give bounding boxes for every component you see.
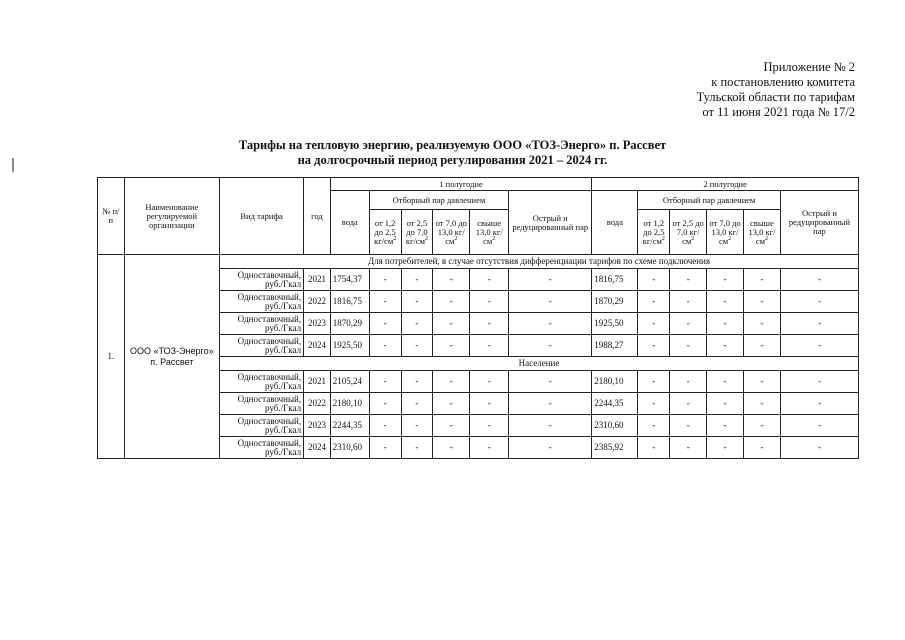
dash-cell: -: [369, 291, 401, 313]
water-h1-cell: 2105,24: [330, 371, 369, 393]
header-p4-h2-sup: 2: [765, 235, 769, 242]
water-h1-cell: 1870,29: [330, 313, 369, 335]
dash-cell: -: [638, 291, 670, 313]
tariff-type-cell: Одноставочный, руб./Гкал: [220, 335, 304, 357]
dash-cell: -: [433, 313, 470, 335]
dash-cell: -: [670, 437, 707, 459]
dash-cell: -: [638, 335, 670, 357]
year-cell: 2022: [304, 393, 331, 415]
header-p2-h2: [670, 210, 707, 255]
dash-cell: -: [780, 335, 858, 357]
dash-cell: -: [433, 269, 470, 291]
water-h2-cell: 2180,10: [592, 371, 638, 393]
dash-cell: -: [369, 393, 401, 415]
dash-cell: -: [638, 437, 670, 459]
dash-cell: -: [638, 269, 670, 291]
header-p4-h2-text: свыше 13,0 кг/см: [748, 217, 776, 246]
dash-cell: -: [744, 393, 781, 415]
dash-cell: -: [638, 393, 670, 415]
header-p2-h1-sup: 2: [424, 235, 428, 242]
dash-cell: -: [707, 335, 744, 357]
header-p4-h1: [470, 210, 509, 255]
dash-cell: -: [509, 371, 592, 393]
header-p2-h1: [401, 210, 433, 255]
dash-cell: -: [401, 393, 433, 415]
header-org: Наименование регулируемой организации: [124, 178, 219, 255]
section-title: Для потребителей, в случае отсутствия дифференциации тарифов по схеме подключения: [220, 255, 859, 269]
dash-cell: -: [744, 437, 781, 459]
header-num: № п/п: [98, 178, 125, 255]
header-p3-h1-text: от 7,0 до 13,0 кг/см: [435, 217, 467, 246]
appendix-line-4: от 11 июня 2021 года № 17/2: [702, 105, 855, 119]
dash-cell: -: [369, 415, 401, 437]
header-p1-h2-sup: 2: [661, 235, 665, 242]
dash-cell: -: [433, 415, 470, 437]
dash-cell: -: [707, 269, 744, 291]
dash-cell: -: [509, 415, 592, 437]
dash-cell: -: [470, 415, 509, 437]
dash-cell: -: [509, 291, 592, 313]
dash-cell: -: [780, 437, 858, 459]
dash-cell: -: [780, 393, 858, 415]
water-h1-cell: 1754,37: [330, 269, 369, 291]
row-number: 1.: [98, 255, 125, 459]
dash-cell: -: [401, 335, 433, 357]
document-title: [0, 138, 905, 168]
header-tariff-type: Вид тарифа: [220, 178, 304, 255]
header-p3-h2: [707, 210, 744, 255]
tariff-type-cell: Одноставочный, руб./Гкал: [220, 291, 304, 313]
title-line-1: Тарифы на тепловую энергию, реализуемую ООО «ТОЗ-Энерго» п. Рассвет: [238, 138, 667, 152]
dash-cell: -: [401, 415, 433, 437]
water-h2-cell: 2244,35: [592, 393, 638, 415]
dash-cell: -: [401, 371, 433, 393]
dash-cell: -: [433, 371, 470, 393]
header-p3-h1-sup: 2: [454, 235, 458, 242]
water-h2-cell: 2310,60: [592, 415, 638, 437]
tariff-type-cell: Одноставочный, руб./Гкал: [220, 313, 304, 335]
header-p1-h1: [369, 210, 401, 255]
header-sharp-h1: Острый и редуцированный пар: [509, 191, 592, 255]
tariff-type-cell: Одноставочный, руб./Гкал: [220, 415, 304, 437]
dash-cell: -: [780, 269, 858, 291]
dash-cell: -: [744, 371, 781, 393]
dash-cell: -: [470, 335, 509, 357]
dash-cell: -: [670, 415, 707, 437]
dash-cell: -: [707, 437, 744, 459]
water-h2-cell: 1870,29: [592, 291, 638, 313]
header-p1-h2-text: от 1,2 до 2,5 кг/см: [642, 217, 665, 246]
dash-cell: -: [707, 393, 744, 415]
header-water-h2: вода: [592, 191, 638, 255]
tariff-table-body: [98, 178, 859, 459]
appendix-line-2: к постановлению комитета: [711, 75, 855, 89]
header-p1-h2: [638, 210, 670, 255]
dash-cell: -: [369, 335, 401, 357]
dash-cell: -: [369, 371, 401, 393]
dash-cell: -: [638, 313, 670, 335]
dash-cell: -: [670, 291, 707, 313]
dash-cell: -: [707, 313, 744, 335]
header-half-1: 1 полугодие: [330, 178, 591, 191]
header-year: год: [304, 178, 331, 255]
dash-cell: -: [401, 437, 433, 459]
header-p4-h1-text: свыше 13,0 кг/см: [475, 217, 503, 246]
dash-cell: -: [509, 335, 592, 357]
appendix-line-1: Приложение № 2: [763, 60, 855, 74]
header-p1-h1-text: от 1,2 до 2,5 кг/см: [374, 217, 396, 246]
year-cell: 2024: [304, 335, 331, 357]
header-p1-h1-sup: 2: [393, 235, 397, 242]
dash-cell: -: [744, 313, 781, 335]
header-p4-h1-sup: 2: [492, 235, 496, 242]
header-steam-h2: Отборный пар давлением: [638, 191, 781, 210]
organization-name: ООО «ТОЗ-Энерго» п. Рассвет: [124, 255, 219, 459]
dash-cell: -: [369, 269, 401, 291]
header-p2-h2-sup: 2: [691, 235, 695, 242]
dash-cell: -: [670, 269, 707, 291]
tariff-type-cell: Одноставочный, руб./Гкал: [220, 393, 304, 415]
water-h2-cell: 1925,50: [592, 313, 638, 335]
dash-cell: -: [707, 415, 744, 437]
year-cell: 2021: [304, 371, 331, 393]
header-steam-h1: Отборный пар давлением: [369, 191, 508, 210]
year-cell: 2021: [304, 269, 331, 291]
dash-cell: -: [670, 371, 707, 393]
dash-cell: -: [744, 415, 781, 437]
dash-cell: -: [780, 415, 858, 437]
appendix-header: [697, 60, 855, 120]
header-p3-h1: [433, 210, 470, 255]
dash-cell: -: [401, 313, 433, 335]
dash-cell: -: [670, 313, 707, 335]
dash-cell: -: [470, 437, 509, 459]
section-title: Население: [220, 357, 859, 371]
tariff-type-cell: Одноставочный, руб./Гкал: [220, 371, 304, 393]
header-row-1: [98, 178, 859, 191]
tariff-type-cell: Одноставочный, руб./Гкал: [220, 437, 304, 459]
header-sharp-h2: Острый и редуцированный пар: [780, 191, 858, 255]
header-p2-h1-text: от 2,5 до 7,0 кг/см: [405, 217, 428, 246]
dash-cell: -: [470, 393, 509, 415]
dash-cell: -: [401, 291, 433, 313]
water-h1-cell: 2180,10: [330, 393, 369, 415]
dash-cell: -: [509, 269, 592, 291]
water-h1-cell: 2310,60: [330, 437, 369, 459]
dash-cell: -: [744, 269, 781, 291]
header-p3-h2-text: от 7,0 до 13,0 кг/см: [709, 217, 741, 246]
dash-cell: -: [509, 437, 592, 459]
dash-cell: -: [638, 371, 670, 393]
dash-cell: -: [509, 393, 592, 415]
dash-cell: -: [433, 393, 470, 415]
header-half-2: 2 полугодие: [592, 178, 859, 191]
scan-artifact: [12, 158, 14, 172]
dash-cell: -: [470, 371, 509, 393]
dash-cell: -: [744, 335, 781, 357]
dash-cell: -: [509, 313, 592, 335]
dash-cell: -: [670, 335, 707, 357]
water-h2-cell: 2385,92: [592, 437, 638, 459]
dash-cell: -: [707, 291, 744, 313]
dash-cell: -: [369, 437, 401, 459]
dash-cell: -: [638, 415, 670, 437]
water-h2-cell: 1988,27: [592, 335, 638, 357]
water-h1-cell: 1925,50: [330, 335, 369, 357]
dash-cell: -: [433, 335, 470, 357]
dash-cell: -: [707, 371, 744, 393]
header-p4-h2: [744, 210, 781, 255]
year-cell: 2024: [304, 437, 331, 459]
tariff-table: [97, 177, 859, 459]
dash-cell: -: [470, 291, 509, 313]
appendix-line-3: Тульской области по тарифам: [696, 90, 855, 104]
year-cell: 2022: [304, 291, 331, 313]
header-p3-h2-sup: 2: [728, 235, 732, 242]
dash-cell: -: [470, 313, 509, 335]
year-cell: 2023: [304, 313, 331, 335]
tariff-type-cell: Одноставочный, руб./Гкал: [220, 269, 304, 291]
dash-cell: -: [780, 371, 858, 393]
water-h2-cell: 1816,75: [592, 269, 638, 291]
dash-cell: -: [780, 313, 858, 335]
dash-cell: -: [401, 269, 433, 291]
water-h1-cell: 2244,35: [330, 415, 369, 437]
dash-cell: -: [744, 291, 781, 313]
dash-cell: -: [780, 291, 858, 313]
dash-cell: -: [470, 269, 509, 291]
section-row: [98, 255, 859, 269]
dash-cell: -: [670, 393, 707, 415]
header-water-h1: вода: [330, 191, 369, 255]
title-line-2: на долгосрочный период регулирования 2021 – 2024 гг.: [297, 153, 608, 167]
header-p2-h2-text: от 2,5 до 7,0 кг/см: [672, 217, 704, 246]
dash-cell: -: [369, 313, 401, 335]
year-cell: 2023: [304, 415, 331, 437]
water-h1-cell: 1816,75: [330, 291, 369, 313]
dash-cell: -: [433, 437, 470, 459]
dash-cell: -: [433, 291, 470, 313]
